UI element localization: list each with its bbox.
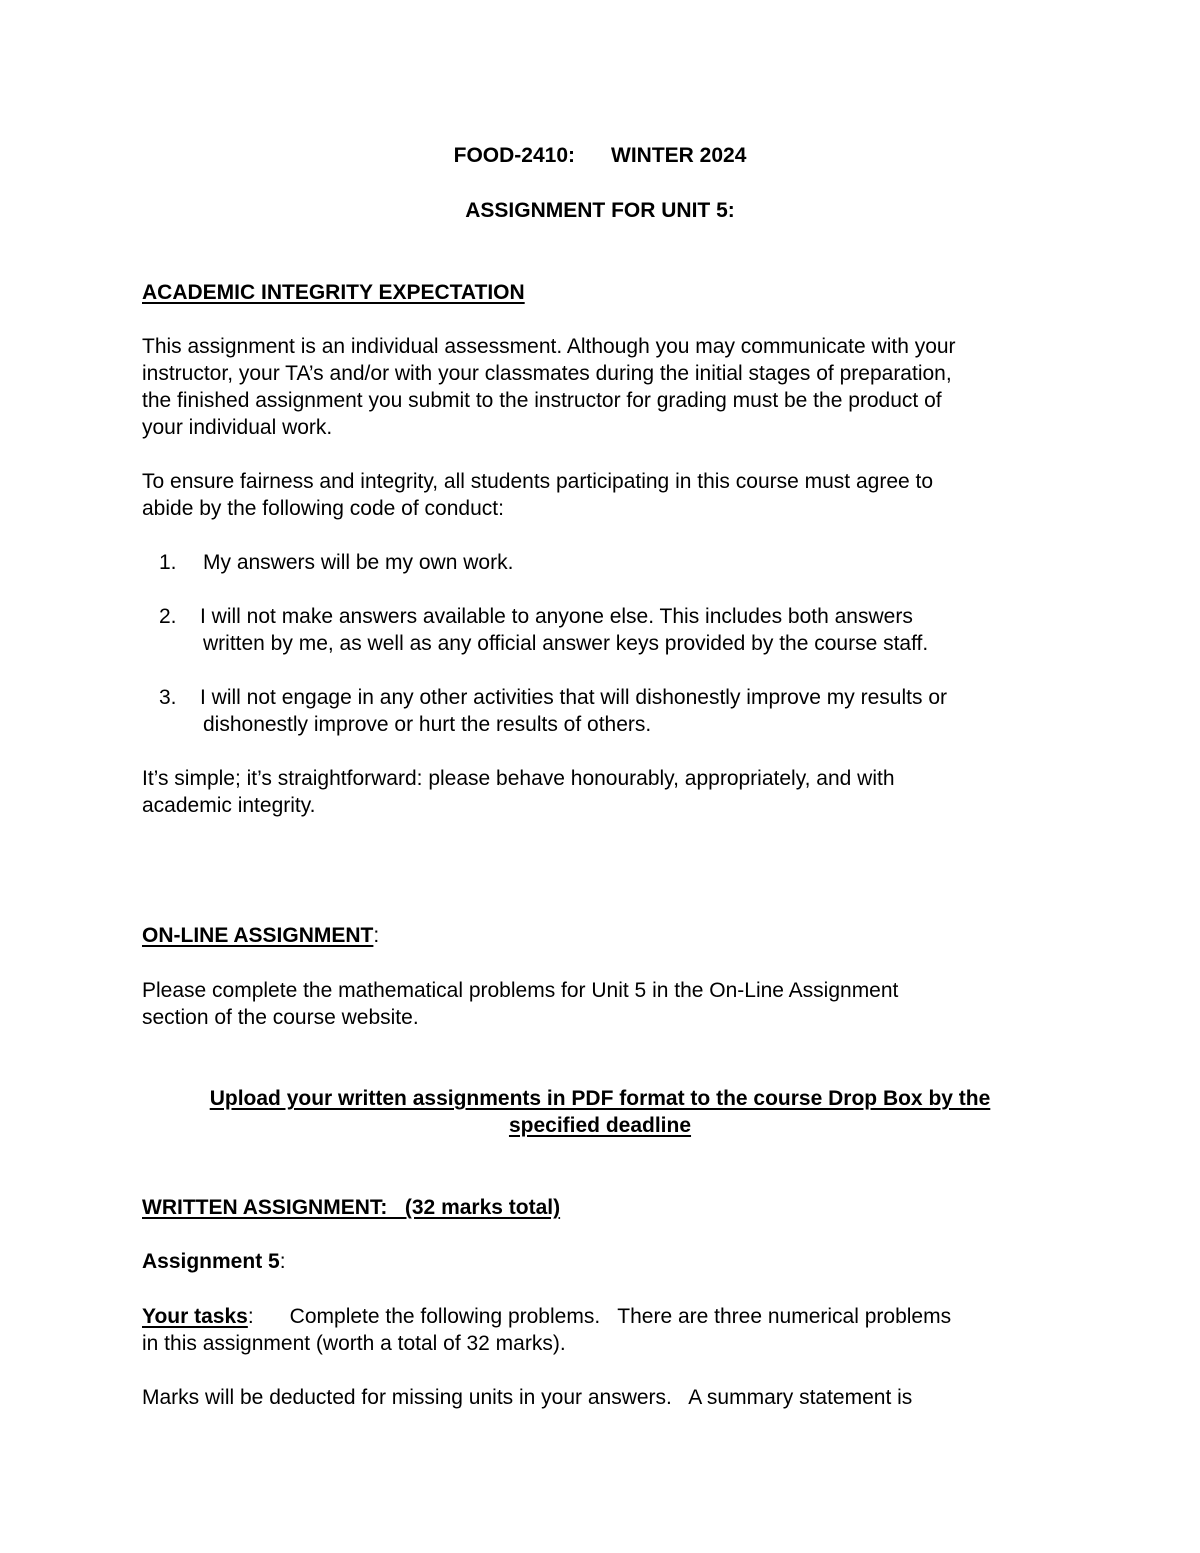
conduct-item-2-line2: written by me, as well as any official answer keys provided by the course staff. xyxy=(203,632,929,655)
tasks-line1 xyxy=(142,1303,951,1330)
conduct-item-3-line2: dishonestly improve or hurt the results of others. xyxy=(203,713,652,736)
written-heading: WRITTEN ASSIGNMENT: (32 marks total) xyxy=(142,1196,561,1219)
list-number-3: 3. xyxy=(159,686,177,709)
course-term: WINTER 2024 xyxy=(611,144,747,167)
list-number-2: 2. xyxy=(159,605,177,628)
tasks-line2: in this assignment (worth a total of 32 marks). xyxy=(142,1332,566,1355)
tasks-colon: : xyxy=(247,1305,254,1328)
integrity-para1-line3: the finished assignment you submit to the instructor for grading must be the product of xyxy=(142,389,942,412)
assignment-subheading-colon: : xyxy=(279,1250,286,1273)
upload-line2: specified deadline xyxy=(508,1114,692,1137)
list-number-1: 1. xyxy=(159,551,177,574)
online-line1: Please complete the mathematical problems for Unit 5 in the On-Line Assignment xyxy=(142,979,899,1002)
course-header xyxy=(0,142,1200,169)
assignment-subheading xyxy=(142,1248,286,1275)
tasks-text: Complete the following problems. There are three numerical problems xyxy=(289,1305,952,1328)
tasks-label: Your tasks xyxy=(142,1305,248,1328)
online-line2: section of the course website. xyxy=(142,1006,419,1029)
integrity-para2-line2: abide by the following code of conduct: xyxy=(142,497,504,520)
integrity-para1-line2: instructor, your TA’s and/or with your classmates during the initial stages of preparation, xyxy=(142,362,952,385)
online-heading xyxy=(142,922,379,949)
online-heading-text: ON-LINE ASSIGNMENT xyxy=(142,924,374,947)
integrity-para1-line4: your individual work. xyxy=(142,416,333,439)
upload-line1: Upload your written assignments in PDF format to the course Drop Box by the xyxy=(209,1087,991,1110)
conduct-item-3-line1: I will not engage in any other activities that will dishonestly improve my results or xyxy=(200,686,947,709)
integrity-closing-line2: academic integrity. xyxy=(142,794,316,817)
integrity-para1-line1: This assignment is an individual assessment. Although you may communicate with your xyxy=(142,335,956,358)
conduct-item-2-line1: I will not make answers available to anyone else. This includes both answers xyxy=(200,605,913,628)
integrity-closing-line1: It’s simple; it’s straightforward: please behave honourably, appropriately, and with xyxy=(142,767,895,790)
assignment-title: ASSIGNMENT FOR UNIT 5: xyxy=(465,199,735,222)
online-heading-colon: : xyxy=(373,924,380,947)
course-code: FOOD-2410: xyxy=(453,144,575,167)
conduct-item-1-line1: My answers will be my own work. xyxy=(203,551,514,574)
assignment-subheading-text: Assignment 5 xyxy=(142,1250,280,1273)
marks-line: Marks will be deducted for missing units in your answers. A summary statement is xyxy=(142,1386,913,1409)
integrity-para2-line1: To ensure fairness and integrity, all students participating in this course must agree to xyxy=(142,470,934,493)
integrity-heading: ACADEMIC INTEGRITY EXPECTATION xyxy=(142,281,525,304)
